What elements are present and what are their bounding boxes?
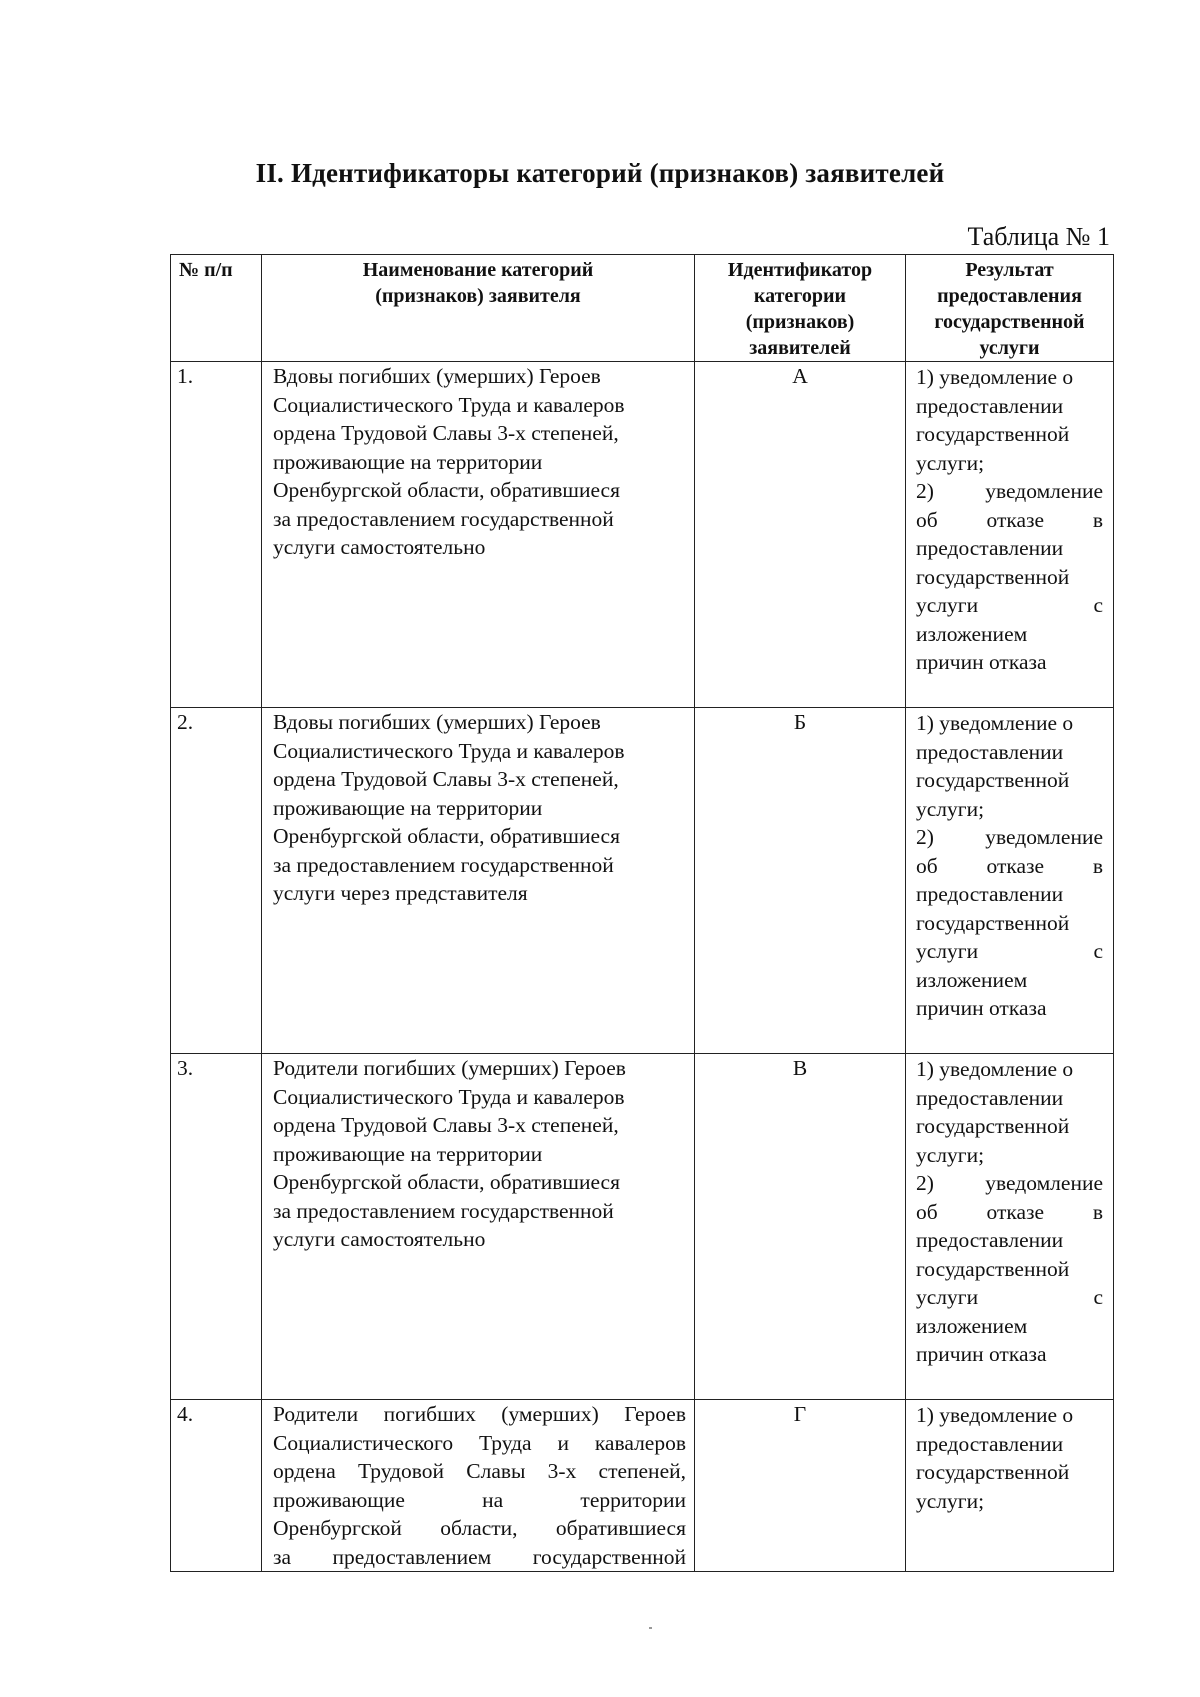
category-word: кавалеров bbox=[594, 1430, 686, 1455]
result-line: предоставлении bbox=[916, 882, 1064, 906]
result-line bbox=[916, 852, 1103, 881]
service-result bbox=[906, 1054, 1114, 1400]
result-line: государственной bbox=[916, 768, 1070, 792]
result-word: 2) bbox=[916, 1171, 934, 1195]
category-name-line: за предоставлением государственной bbox=[273, 1198, 614, 1223]
category-word: за bbox=[273, 1544, 292, 1569]
header-name-line: Наименование категорий bbox=[362, 259, 594, 281]
result-line: 1) уведомление о bbox=[916, 711, 1074, 735]
result-line: предоставлении bbox=[916, 393, 1064, 418]
result-line: государственной bbox=[916, 1256, 1070, 1281]
result-word: уведомление bbox=[985, 479, 1103, 503]
category-name-line: проживающие на территории bbox=[273, 449, 543, 474]
header-result-line: Результат bbox=[965, 259, 1054, 281]
header-num-text: № п/п bbox=[179, 259, 233, 281]
result-word: отказе bbox=[986, 1199, 1045, 1224]
result-line bbox=[916, 1169, 1103, 1198]
result-line bbox=[916, 477, 1103, 506]
category-name-line: проживающие на территории bbox=[273, 1141, 543, 1166]
header-result-line: государственной bbox=[934, 311, 1085, 333]
category-name-line bbox=[273, 1514, 686, 1543]
result-line bbox=[916, 506, 1103, 535]
header-result-line: предоставления bbox=[937, 285, 1082, 307]
category-name-line: услуги через представителя bbox=[273, 881, 528, 905]
category-identifier: Б bbox=[695, 708, 906, 1054]
result-line: предоставлении bbox=[916, 536, 1064, 560]
result-line bbox=[916, 591, 1103, 620]
category-word: Трудовой bbox=[357, 1459, 445, 1483]
category-name-line: за предоставлением государственной bbox=[273, 852, 614, 877]
category-word: проживающие bbox=[273, 1487, 405, 1512]
category-word: и bbox=[557, 1430, 569, 1455]
result-word: 2) bbox=[916, 825, 934, 849]
category-name-line: Оренбургской области, обратившиеся bbox=[273, 824, 620, 848]
result-line: 1) уведомление о bbox=[916, 1403, 1074, 1427]
header-id-line: категории bbox=[753, 285, 847, 307]
result-line: причин отказа bbox=[916, 1342, 1047, 1366]
service-result bbox=[906, 1400, 1114, 1572]
category-name-line: Социалистического Труда и кавалеров bbox=[273, 738, 625, 763]
category-name-line: Вдовы погибших (умерших) Героев bbox=[273, 710, 601, 734]
category-name-line: ордена Трудовой Славы 3-х степеней, bbox=[273, 421, 619, 445]
result-word: услуги bbox=[916, 1285, 979, 1309]
result-line: услуги; bbox=[916, 1488, 985, 1513]
result-word: в bbox=[1092, 507, 1103, 532]
result-line: изложением bbox=[916, 621, 1028, 646]
result-word: отказе bbox=[986, 507, 1045, 532]
result-line: причин отказа bbox=[916, 996, 1047, 1020]
result-line: изложением bbox=[916, 1313, 1028, 1338]
category-name-line bbox=[273, 1543, 686, 1572]
result-line: 1) уведомление о bbox=[916, 365, 1074, 389]
category-name-line: Социалистического Труда и кавалеров bbox=[273, 392, 625, 417]
category-name-line bbox=[273, 1429, 686, 1458]
category-name-line bbox=[273, 1457, 686, 1486]
category-name-line: ордена Трудовой Славы 3-х степеней, bbox=[273, 1113, 619, 1137]
category-name-line: Вдовы погибших (умерших) Героев bbox=[273, 364, 601, 388]
result-line bbox=[916, 823, 1103, 852]
header-id-line: заявителей bbox=[749, 337, 851, 359]
header-id bbox=[695, 255, 906, 362]
result-word: уведомление bbox=[985, 825, 1103, 849]
category-name-line: за предоставлением государственной bbox=[273, 506, 614, 531]
service-result bbox=[906, 708, 1114, 1054]
result-word: с bbox=[1093, 939, 1103, 963]
result-line: государственной bbox=[916, 564, 1070, 589]
category-word: ордена bbox=[273, 1459, 336, 1483]
result-line bbox=[916, 1283, 1103, 1312]
category-word: на bbox=[482, 1487, 504, 1512]
category-word: Социалистического bbox=[273, 1430, 454, 1455]
result-line: предоставлении bbox=[916, 1431, 1064, 1456]
result-line: причин отказа bbox=[916, 650, 1047, 674]
category-name bbox=[262, 362, 695, 708]
category-name-line: Социалистического Труда и кавалеров bbox=[273, 1084, 625, 1109]
category-word: Славы bbox=[466, 1459, 526, 1483]
row-number: 2. bbox=[171, 708, 262, 1054]
category-word: Родители bbox=[273, 1402, 359, 1426]
result-word: услуги bbox=[916, 593, 979, 617]
result-word: уведомление bbox=[985, 1171, 1103, 1195]
result-word: в bbox=[1092, 1199, 1103, 1224]
category-identifier: В bbox=[695, 1054, 906, 1400]
category-word: (умерших) bbox=[501, 1402, 599, 1426]
category-name-line: Оренбургской области, обратившиеся bbox=[273, 1170, 620, 1194]
header-result-line: услуги bbox=[979, 337, 1040, 359]
table-row bbox=[171, 1400, 1114, 1572]
table-row bbox=[171, 1054, 1114, 1400]
category-word: Труда bbox=[478, 1430, 532, 1455]
category-identifier: А bbox=[695, 362, 906, 708]
category-name bbox=[262, 708, 695, 1054]
result-line: государственной bbox=[916, 1114, 1070, 1138]
result-line: услуги; bbox=[916, 450, 985, 475]
category-name-line: ордена Трудовой Славы 3-х степеней, bbox=[273, 767, 619, 791]
category-word: территории bbox=[580, 1487, 686, 1512]
category-name-line bbox=[273, 1486, 686, 1515]
header-name-line: (признаков) заявителя bbox=[375, 285, 581, 307]
result-word: об bbox=[916, 853, 938, 878]
category-name-line: услуги самостоятельно bbox=[273, 535, 486, 559]
result-line: услуги; bbox=[916, 796, 985, 821]
category-name-line: Оренбургской области, обратившиеся bbox=[273, 478, 620, 502]
category-word: области, bbox=[440, 1516, 518, 1540]
result-line: государственной bbox=[916, 422, 1070, 446]
header-id-line: (признаков) bbox=[745, 311, 855, 333]
category-word: погибших bbox=[383, 1402, 476, 1426]
category-name-line: услуги самостоятельно bbox=[273, 1227, 486, 1251]
result-line: услуги; bbox=[916, 1142, 985, 1167]
result-word: об bbox=[916, 1199, 938, 1224]
result-line: предоставлении bbox=[916, 1085, 1064, 1110]
table-body bbox=[171, 362, 1114, 1572]
result-word: с bbox=[1093, 593, 1103, 617]
category-word: обратившиеся bbox=[555, 1516, 686, 1540]
result-line: государственной bbox=[916, 1460, 1070, 1484]
category-word: государственной bbox=[532, 1544, 686, 1569]
result-word: с bbox=[1093, 1285, 1103, 1309]
applicant-categories-table bbox=[170, 254, 1114, 1572]
result-line: предоставлении bbox=[916, 739, 1064, 764]
row-number: 4. bbox=[171, 1400, 262, 1572]
table-header-row bbox=[171, 255, 1114, 362]
category-word: предоставлением bbox=[332, 1544, 492, 1569]
result-line: государственной bbox=[916, 910, 1070, 935]
category-name bbox=[262, 1054, 695, 1400]
result-line: предоставлении bbox=[916, 1228, 1064, 1252]
category-identifier: Г bbox=[695, 1400, 906, 1572]
header-num bbox=[171, 255, 262, 362]
result-line: 1) уведомление о bbox=[916, 1057, 1074, 1081]
service-result bbox=[906, 362, 1114, 708]
category-name-line: проживающие на территории bbox=[273, 795, 543, 820]
result-word: услуги bbox=[916, 939, 979, 963]
row-number: 1. bbox=[171, 362, 262, 708]
result-word: отказе bbox=[986, 853, 1045, 878]
result-line: изложением bbox=[916, 967, 1028, 992]
category-word: Оренбургской bbox=[273, 1516, 402, 1540]
category-word: 3-х bbox=[547, 1459, 577, 1483]
category-name bbox=[262, 1400, 695, 1572]
scan-speck bbox=[649, 1627, 652, 1629]
result-word: 2) bbox=[916, 479, 934, 503]
category-word: Героев bbox=[624, 1402, 686, 1426]
category-name-line: Родители погибших (умерших) Героев bbox=[273, 1056, 626, 1080]
category-name-line bbox=[273, 1400, 686, 1429]
table-row bbox=[171, 362, 1114, 708]
category-word: степеней, bbox=[598, 1459, 686, 1483]
result-line bbox=[916, 937, 1103, 966]
row-number: 3. bbox=[171, 1054, 262, 1400]
header-id-line: Идентификатор bbox=[727, 259, 873, 281]
header-result bbox=[906, 255, 1114, 362]
section-heading: II. Идентификаторы категорий (признаков) заявителей bbox=[255, 158, 945, 188]
table-row bbox=[171, 708, 1114, 1054]
header-name bbox=[262, 255, 695, 362]
result-word: об bbox=[916, 507, 938, 532]
table-caption: Таблица № 1 bbox=[967, 222, 1110, 251]
result-word: в bbox=[1092, 853, 1103, 878]
result-line bbox=[916, 1198, 1103, 1227]
